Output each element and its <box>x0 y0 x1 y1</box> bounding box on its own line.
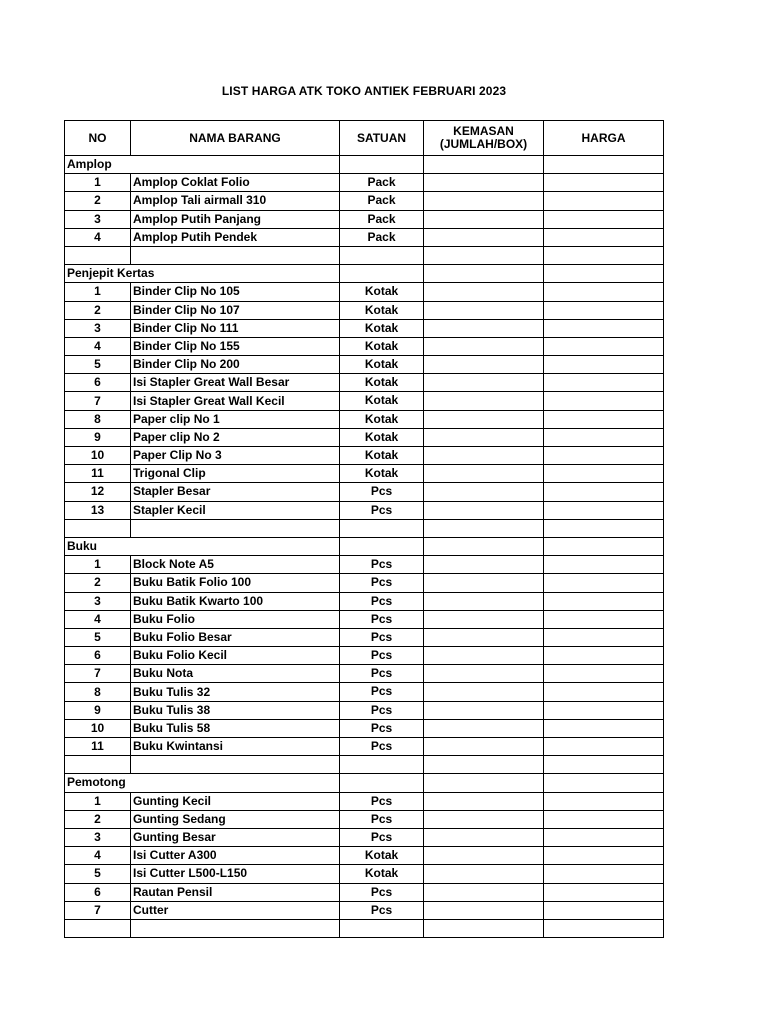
table-row <box>65 628 664 646</box>
section-header-row <box>65 265 664 283</box>
empty-cell <box>131 519 340 537</box>
item-kemasan <box>424 174 544 192</box>
item-unit: Pcs <box>340 483 424 501</box>
item-name: Isi Cutter L500-L150 <box>131 865 340 883</box>
item-name: Amplop Putih Panjang <box>131 210 340 228</box>
item-name: Paper clip No 1 <box>131 410 340 428</box>
item-harga <box>544 738 664 756</box>
table-row <box>65 810 664 828</box>
item-unit: Pack <box>340 228 424 246</box>
item-name: Block Note A5 <box>131 556 340 574</box>
blank-row <box>65 919 664 937</box>
item-harga <box>544 392 664 410</box>
empty-cell <box>544 519 664 537</box>
item-kemasan <box>424 228 544 246</box>
item-name: Buku Batik Kwarto 100 <box>131 592 340 610</box>
item-number: 8 <box>65 683 131 701</box>
item-harga <box>544 665 664 683</box>
table-row <box>65 556 664 574</box>
empty-cell <box>424 919 544 937</box>
item-kemasan <box>424 628 544 646</box>
section-header-row <box>65 537 664 555</box>
table-row <box>65 574 664 592</box>
empty-cell <box>424 519 544 537</box>
empty-cell <box>424 774 544 792</box>
table-row <box>65 374 664 392</box>
empty-cell <box>544 537 664 555</box>
item-number: 8 <box>65 410 131 428</box>
item-unit: Pcs <box>340 665 424 683</box>
item-number: 12 <box>65 483 131 501</box>
item-unit: Pcs <box>340 701 424 719</box>
item-harga <box>544 810 664 828</box>
item-kemasan <box>424 356 544 374</box>
item-harga <box>544 701 664 719</box>
item-name: Amplop Putih Pendek <box>131 228 340 246</box>
item-harga <box>544 901 664 919</box>
item-harga <box>544 792 664 810</box>
table-row <box>65 337 664 355</box>
section-title: Buku <box>65 537 340 555</box>
empty-cell <box>65 519 131 537</box>
item-number: 7 <box>65 665 131 683</box>
table-row <box>65 701 664 719</box>
empty-cell <box>340 519 424 537</box>
header-row <box>65 121 664 156</box>
item-name: Isi Stapler Great Wall Kecil <box>131 392 340 410</box>
item-harga <box>544 410 664 428</box>
empty-cell <box>544 919 664 937</box>
item-kemasan <box>424 683 544 701</box>
empty-cell <box>544 156 664 174</box>
item-name: Buku Nota <box>131 665 340 683</box>
table-row <box>65 647 664 665</box>
item-harga <box>544 301 664 319</box>
empty-cell <box>544 265 664 283</box>
item-kemasan <box>424 301 544 319</box>
item-number: 6 <box>65 883 131 901</box>
item-unit: Kotak <box>340 447 424 465</box>
item-kemasan <box>424 410 544 428</box>
item-name: Amplop Tali airmall 310 <box>131 192 340 210</box>
section-title: Amplop <box>65 156 340 174</box>
item-harga <box>544 356 664 374</box>
empty-cell <box>340 265 424 283</box>
item-number: 10 <box>65 447 131 465</box>
table-row <box>65 828 664 846</box>
item-kemasan <box>424 592 544 610</box>
item-harga <box>544 174 664 192</box>
item-harga <box>544 592 664 610</box>
empty-cell <box>65 919 131 937</box>
item-kemasan <box>424 701 544 719</box>
item-unit: Kotak <box>340 283 424 301</box>
item-name: Gunting Besar <box>131 828 340 846</box>
item-number: 5 <box>65 865 131 883</box>
table-row <box>65 319 664 337</box>
item-unit: Pcs <box>340 719 424 737</box>
item-number: 10 <box>65 719 131 737</box>
item-unit: Pcs <box>340 683 424 701</box>
item-harga <box>544 683 664 701</box>
item-number: 2 <box>65 574 131 592</box>
table-row <box>65 592 664 610</box>
item-number: 6 <box>65 374 131 392</box>
empty-cell <box>544 246 664 264</box>
item-unit: Pack <box>340 192 424 210</box>
item-kemasan <box>424 792 544 810</box>
item-number: 6 <box>65 647 131 665</box>
item-number: 4 <box>65 847 131 865</box>
empty-cell <box>131 919 340 937</box>
item-harga <box>544 192 664 210</box>
price-list-table <box>64 120 664 938</box>
item-harga <box>544 447 664 465</box>
item-name: Buku Tulis 32 <box>131 683 340 701</box>
blank-row <box>65 519 664 537</box>
item-name: Gunting Sedang <box>131 810 340 828</box>
item-number: 4 <box>65 337 131 355</box>
item-number: 1 <box>65 174 131 192</box>
item-number: 4 <box>65 610 131 628</box>
table-row <box>65 410 664 428</box>
item-kemasan <box>424 447 544 465</box>
item-unit: Kotak <box>340 465 424 483</box>
item-number: 7 <box>65 901 131 919</box>
item-unit: Pcs <box>340 792 424 810</box>
item-harga <box>544 428 664 446</box>
item-harga <box>544 610 664 628</box>
item-unit: Pcs <box>340 501 424 519</box>
item-harga <box>544 465 664 483</box>
empty-cell <box>131 756 340 774</box>
empty-cell <box>424 537 544 555</box>
item-kemasan <box>424 610 544 628</box>
table-row <box>65 738 664 756</box>
item-kemasan <box>424 865 544 883</box>
empty-cell <box>544 774 664 792</box>
item-harga <box>544 883 664 901</box>
empty-cell <box>340 246 424 264</box>
item-name: Paper Clip No 3 <box>131 447 340 465</box>
item-number: 2 <box>65 192 131 210</box>
table-row <box>65 465 664 483</box>
item-unit: Kotak <box>340 301 424 319</box>
item-unit: Kotak <box>340 337 424 355</box>
item-kemasan <box>424 465 544 483</box>
item-name: Buku Folio Kecil <box>131 647 340 665</box>
table-row <box>65 356 664 374</box>
table-row <box>65 901 664 919</box>
item-unit: Pcs <box>340 556 424 574</box>
item-number: 3 <box>65 319 131 337</box>
item-name: Binder Clip No 105 <box>131 283 340 301</box>
item-unit: Pcs <box>340 628 424 646</box>
item-unit: Pcs <box>340 610 424 628</box>
item-harga <box>544 574 664 592</box>
item-number: 5 <box>65 356 131 374</box>
item-unit: Kotak <box>340 410 424 428</box>
table-row <box>65 174 664 192</box>
table-row <box>65 483 664 501</box>
empty-cell <box>424 265 544 283</box>
item-name: Isi Cutter A300 <box>131 847 340 865</box>
item-name: Buku Folio <box>131 610 340 628</box>
table-row <box>65 428 664 446</box>
section-header-row <box>65 156 664 174</box>
empty-cell <box>544 756 664 774</box>
item-number: 9 <box>65 701 131 719</box>
item-kemasan <box>424 647 544 665</box>
table-body <box>65 156 664 938</box>
empty-cell <box>424 246 544 264</box>
table-row <box>65 847 664 865</box>
item-unit: Pcs <box>340 592 424 610</box>
item-number: 1 <box>65 283 131 301</box>
table-row <box>65 719 664 737</box>
item-name: Binder Clip No 200 <box>131 356 340 374</box>
item-unit: Pcs <box>340 810 424 828</box>
item-number: 3 <box>65 210 131 228</box>
item-unit: Pack <box>340 174 424 192</box>
item-number: 1 <box>65 792 131 810</box>
column-header-kemasan-line1: KEMASAN <box>453 124 514 138</box>
item-kemasan <box>424 210 544 228</box>
column-header-satuan: SATUAN <box>340 121 424 156</box>
empty-cell <box>424 756 544 774</box>
item-unit: Kotak <box>340 865 424 883</box>
table-row <box>65 501 664 519</box>
item-number: 7 <box>65 392 131 410</box>
item-number: 1 <box>65 556 131 574</box>
table-row <box>65 883 664 901</box>
item-unit: Pcs <box>340 574 424 592</box>
item-unit: Kotak <box>340 319 424 337</box>
table-row <box>65 665 664 683</box>
item-name: Trigonal Clip <box>131 465 340 483</box>
item-kemasan <box>424 556 544 574</box>
column-header-kemasan <box>424 121 544 156</box>
item-kemasan <box>424 738 544 756</box>
empty-cell <box>340 919 424 937</box>
item-kemasan <box>424 883 544 901</box>
item-number: 4 <box>65 228 131 246</box>
item-harga <box>544 865 664 883</box>
item-kemasan <box>424 392 544 410</box>
item-name: Rautan Pensil <box>131 883 340 901</box>
document-title: LIST HARGA ATK TOKO ANTIEK FEBRUARI 2023 <box>221 84 507 98</box>
item-name: Amplop Coklat Folio <box>131 174 340 192</box>
item-kemasan <box>424 283 544 301</box>
item-kemasan <box>424 901 544 919</box>
item-number: 13 <box>65 501 131 519</box>
item-kemasan <box>424 847 544 865</box>
table-row <box>65 865 664 883</box>
item-harga <box>544 847 664 865</box>
item-harga <box>544 210 664 228</box>
item-harga <box>544 319 664 337</box>
item-harga <box>544 556 664 574</box>
empty-cell <box>340 537 424 555</box>
item-kemasan <box>424 574 544 592</box>
item-unit: Kotak <box>340 356 424 374</box>
item-number: 3 <box>65 828 131 846</box>
item-harga <box>544 228 664 246</box>
column-header-nama-barang: NAMA BARANG <box>131 121 340 156</box>
column-header-kemasan-line2: (JUMLAH/BOX) <box>439 137 528 151</box>
empty-cell <box>424 156 544 174</box>
item-kemasan <box>424 828 544 846</box>
empty-cell <box>340 156 424 174</box>
column-header-no: NO <box>65 121 131 156</box>
item-name: Cutter <box>131 901 340 919</box>
item-unit: Pcs <box>340 738 424 756</box>
item-kemasan <box>424 428 544 446</box>
item-number: 11 <box>65 465 131 483</box>
table-row <box>65 301 664 319</box>
item-unit: Kotak <box>340 847 424 865</box>
item-kemasan <box>424 192 544 210</box>
section-header-row <box>65 774 664 792</box>
item-name: Stapler Kecil <box>131 501 340 519</box>
item-unit: Pack <box>340 210 424 228</box>
item-kemasan <box>424 501 544 519</box>
table-row <box>65 392 664 410</box>
item-name: Paper clip No 2 <box>131 428 340 446</box>
item-name: Buku Kwintansi <box>131 738 340 756</box>
item-kemasan <box>424 337 544 355</box>
item-harga <box>544 719 664 737</box>
item-unit: Kotak <box>340 392 424 410</box>
empty-cell <box>65 246 131 264</box>
item-unit: Pcs <box>340 901 424 919</box>
item-harga <box>544 501 664 519</box>
item-harga <box>544 283 664 301</box>
item-harga <box>544 483 664 501</box>
empty-cell <box>340 774 424 792</box>
item-name: Buku Tulis 58 <box>131 719 340 737</box>
table-row <box>65 447 664 465</box>
item-name: Binder Clip No 107 <box>131 301 340 319</box>
item-number: 11 <box>65 738 131 756</box>
item-name: Isi Stapler Great Wall Besar <box>131 374 340 392</box>
item-number: 5 <box>65 628 131 646</box>
item-name: Binder Clip No 155 <box>131 337 340 355</box>
section-title: Pemotong <box>65 774 340 792</box>
item-kemasan <box>424 483 544 501</box>
item-harga <box>544 337 664 355</box>
item-name: Buku Folio Besar <box>131 628 340 646</box>
item-unit: Pcs <box>340 828 424 846</box>
item-unit: Pcs <box>340 883 424 901</box>
item-name: Stapler Besar <box>131 483 340 501</box>
item-number: 2 <box>65 301 131 319</box>
item-name: Buku Batik Folio 100 <box>131 574 340 592</box>
table-row <box>65 210 664 228</box>
item-kemasan <box>424 719 544 737</box>
item-harga <box>544 374 664 392</box>
section-title: Penjepit Kertas <box>65 265 340 283</box>
empty-cell <box>340 756 424 774</box>
item-number: 3 <box>65 592 131 610</box>
item-unit: Kotak <box>340 428 424 446</box>
blank-row <box>65 756 664 774</box>
item-name: Gunting Kecil <box>131 792 340 810</box>
table-row <box>65 192 664 210</box>
item-number: 2 <box>65 810 131 828</box>
blank-row <box>65 246 664 264</box>
table-row <box>65 683 664 701</box>
item-harga <box>544 828 664 846</box>
table-row <box>65 610 664 628</box>
item-kemasan <box>424 319 544 337</box>
empty-cell <box>65 756 131 774</box>
empty-cell <box>131 246 340 264</box>
column-header-harga: HARGA <box>544 121 664 156</box>
table-row <box>65 283 664 301</box>
item-unit: Pcs <box>340 647 424 665</box>
item-kemasan <box>424 374 544 392</box>
table-row <box>65 228 664 246</box>
item-unit: Kotak <box>340 374 424 392</box>
item-kemasan <box>424 665 544 683</box>
item-harga <box>544 628 664 646</box>
item-harga <box>544 647 664 665</box>
item-number: 9 <box>65 428 131 446</box>
item-kemasan <box>424 810 544 828</box>
item-name: Binder Clip No 111 <box>131 319 340 337</box>
table-row <box>65 792 664 810</box>
item-name: Buku Tulis 38 <box>131 701 340 719</box>
